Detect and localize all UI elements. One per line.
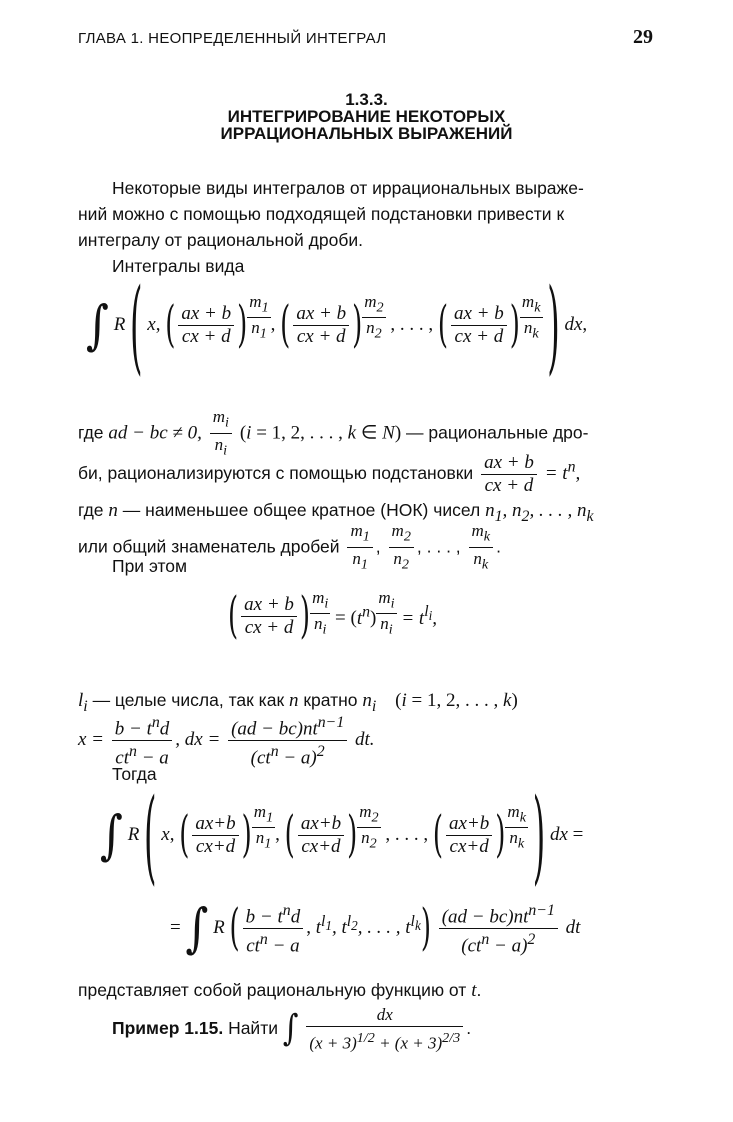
example-label: Пример 1.15. xyxy=(112,1017,224,1038)
condition-line: где ad − bc ≠ 0, $\frac{m_i}{n_i}$ (i = 1, 2, . . . , k ∈ N) — рациональные дро- xyxy=(78,407,589,459)
paragraph-line: Тогда xyxy=(112,764,157,784)
formula-x-dx: x = $\frac{b - t^nd}{ct^n - a}$ , dx = $\frac{(ad - bc)nt^{n-1}}{(ct^n - a)^2}$ dt. xyxy=(78,714,375,769)
section-title-line-1: ИНТЕГРИРОВАНИЕ НЕКОТОРЫХ xyxy=(227,107,506,126)
paragraph-line: интегралу от рациональной дроби. xyxy=(78,230,363,250)
paragraph-line: При этом xyxy=(112,556,188,576)
li-line: $l_i$ — целые числа, так как n кратно $n_i$ (i = 1, 2, . . . , k) xyxy=(78,690,518,715)
formula-power-identity: ( $\frac{ax + b}{cx + d}$ ) $\frac{m_i}{n_i}$ = $(t^n)$ $\frac{m_i}{n_i}$ = $t^{l_i}$, xyxy=(228,588,438,645)
paragraph-line: Некоторые виды интегралов от иррациональных выраже- xyxy=(112,178,584,198)
section-title-line-2: ИРРАЦИОНАЛЬНЫХ ВЫРАЖЕНИЙ xyxy=(220,124,513,143)
section-number: 1.3.3. xyxy=(345,90,388,109)
final-line: представляет собой рациональную функцию от t. xyxy=(78,980,482,1001)
denominator-line: или общий знаменатель дробей $\frac{m_1}{n_1}$ , $\frac{m_2}{n_2}$ , . . . , $\frac{m_k}{n_k}$ . xyxy=(78,521,501,573)
page-number: 29 xyxy=(633,26,653,48)
nok-line: где n — наименьшее общее кратное (НОК) чисел $n_1$, $n_2$, . . . , $n_k$ xyxy=(78,500,594,525)
formula-integral-result: = ∫ R ( $\frac{b - t^nd}{ct^n - a}$ , $t^{l_1}$, $t^{l_2}$, . . . , $t^{l_k}$) $\frac{(ad - bc)nt^{n-1}}{(ct^n - a)^2}$ dt xyxy=(170,898,581,960)
paragraph-line: ний можно с помощью подходящей подстановки привести к xyxy=(78,204,565,224)
running-header: ГЛАВА 1. НЕОПРЕДЕЛЕННЫЙ ИНТЕГРАЛ xyxy=(78,30,387,47)
substitution-line: би, рационализируются с помощью подстановки $\frac{ax + b}{cx + d}$ = $t^n$, xyxy=(78,452,581,496)
formula-general-integral: ∫ R ( x, ( $\frac{ax + b}{cx + d}$ ) $\frac{m_1}{n_1}$ , ( $\frac{ax + b}{cx + d}$ ) $\frac{m_2}{n_2}$ , . . . , ( $\frac{ax + b}{cx + d}$ ) $\frac{m_k}{n_k}$ ) dx, xyxy=(86,264,588,387)
example-line: Пример 1.15. Найти ∫ $\frac{dx}{(x + 3)^{1/2} + (x + 3)^{2/3}}$ . xyxy=(112,1005,472,1053)
paragraph-line: Интегралы вида xyxy=(112,256,245,276)
formula-integral-substituted: ∫ R ( x, ( $\frac{ax+b}{cx+d}$ ) $\frac{m_1}{n_1}$ , ( $\frac{ax+b}{cx+d}$ ) $\frac{m_2}{n_2}$ , . . . , ( $\frac{ax+b}{cx+d}$ ) $\frac{m_k}{n_k}$ ) dx = xyxy=(100,774,584,897)
